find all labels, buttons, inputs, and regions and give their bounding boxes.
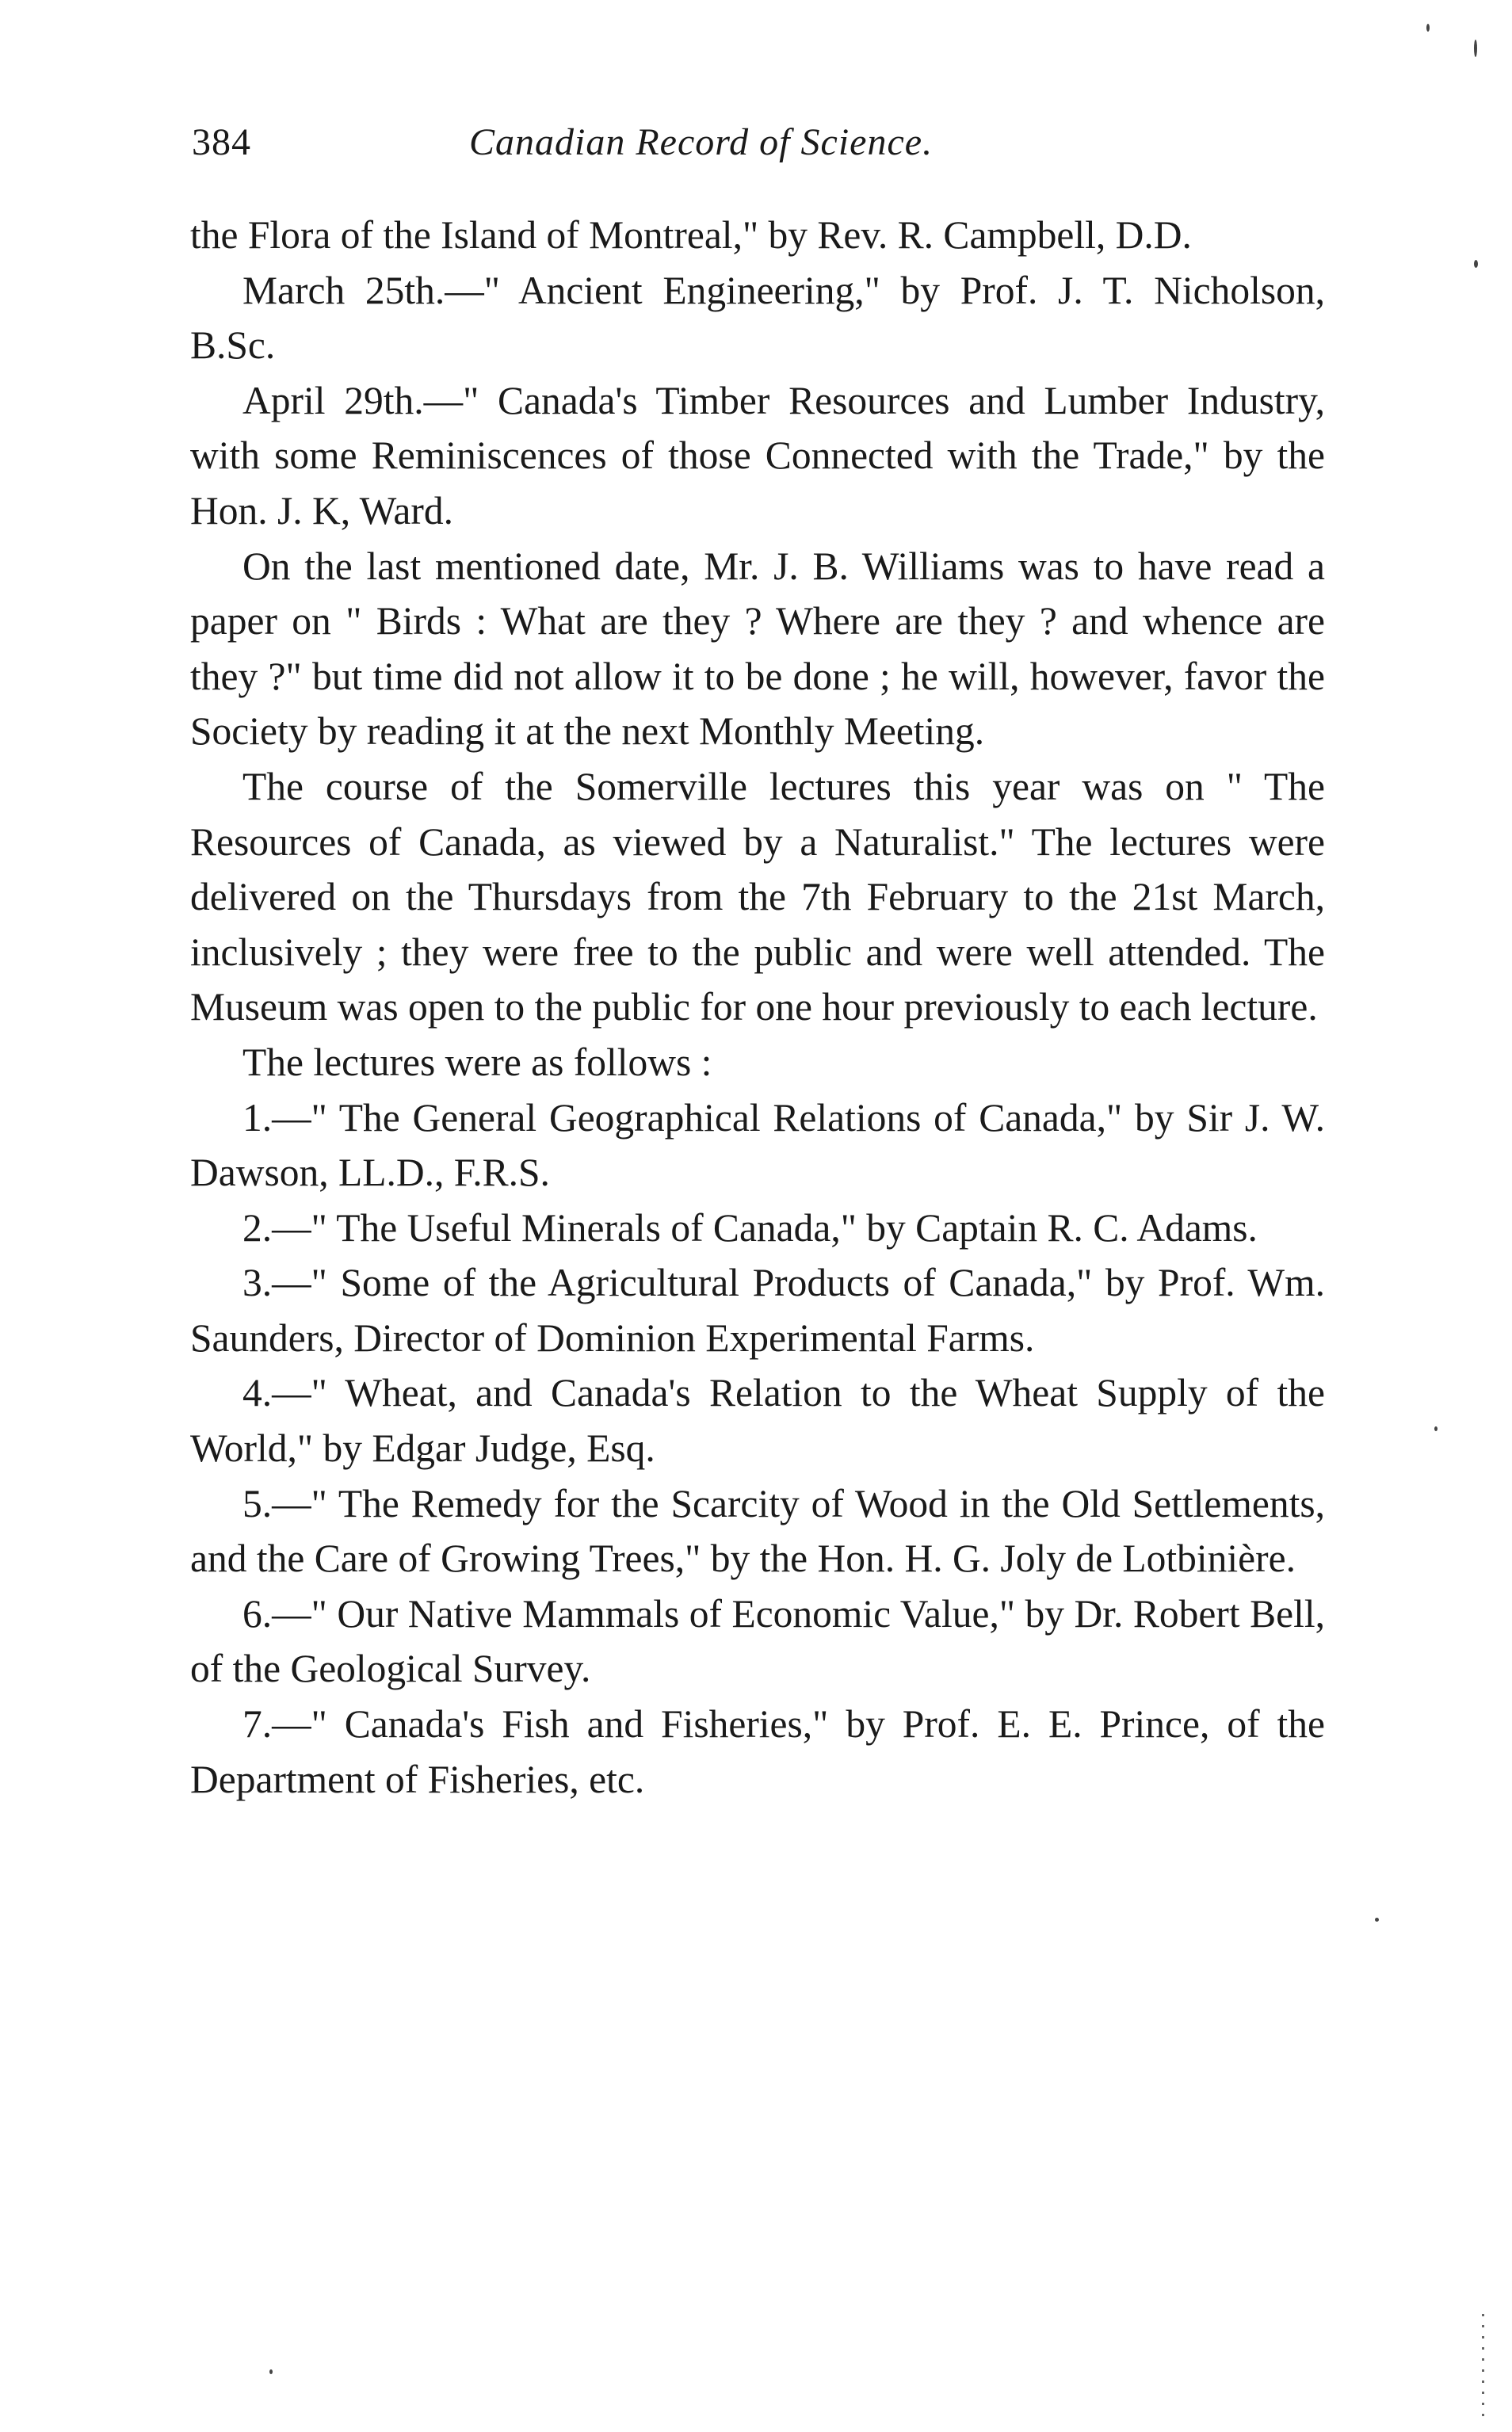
scan-speck: [1474, 40, 1477, 57]
scan-speck: [269, 2369, 273, 2374]
body-text: [190, 208, 1325, 1807]
lecture-item-1: 1.—" The General Geographical Relations of Canada," by Sir J. W. Dawson, LL.D., F.R.S.: [190, 1095, 1325, 1195]
paragraph-somerville-lectures: The course of the Somerville lectures this year was on " The Resources of Canada, as viewed by a Naturalist." The lectures were delivered on the Thursdays from the 7th February to the 21st March, inclusively ; they were free to the public and were well attended. The Museum was open to the public for one hour previously to each lecture.: [190, 764, 1325, 1029]
page-header: [192, 120, 1325, 176]
paragraph-april-lecture: April 29th.—" Canada's Timber Resources and Lumber Industry, with some Reminiscences of those Connected with the Trade," by the Hon. J. K, Ward.: [190, 378, 1325, 533]
paragraph-flora-continuation: the Flora of the Island of Montreal," by Rev. R. Campbell, D.D.: [190, 213, 1192, 257]
scan-speck: [1426, 24, 1430, 32]
lecture-item-4: 4.—" Wheat, and Canada's Relation to the Wheat Supply of the World," by Edgar Judge, Esq.: [190, 1371, 1325, 1471]
lecture-item-7: 7.—" Canada's Fish and Fisheries," by Prof. E. E. Prince, of the Department of Fisheries, etc.: [190, 1702, 1325, 1801]
running-title: Canadian Record of Science.: [469, 121, 934, 163]
scan-speck: [1482, 2314, 1484, 2417]
paragraph-williams-note: On the last mentioned date, Mr. J. B. Williams was to have read a paper on " Birds : What are they ? Where are they ? and whence are they ?" but time did not allow it to be done ; he will, however, favor the Society by reading it at the next Monthly Meeting.: [190, 544, 1325, 754]
paragraph-lectures-intro: The lectures were as follows :: [242, 1040, 712, 1084]
lecture-item-5: 5.—" The Remedy for the Scarcity of Wood in the Old Settlements, and the Care of Growing Trees," by the Hon. H. G. Joly de Lotbinière.: [190, 1481, 1325, 1581]
lecture-item-2: 2.—" The Useful Minerals of Canada," by Captain R. C. Adams.: [242, 1205, 1258, 1250]
lecture-item-3: 3.—" Some of the Agricultural Products of Canada," by Prof. Wm. Saunders, Director of Dominion Experimental Farms.: [190, 1261, 1325, 1360]
lecture-item-6: 6.—" Our Native Mammals of Economic Value," by Dr. Robert Bell, of the Geological Survey.: [190, 1591, 1325, 1691]
scan-speck: [1375, 1918, 1379, 1922]
scan-speck: [1434, 1426, 1438, 1431]
page-number: 384: [192, 121, 251, 163]
paragraph-march-lecture: March 25th.—" Ancient Engineering," by Prof. J. T. Nicholson, B.Sc.: [190, 268, 1325, 368]
scan-speck: [1474, 260, 1478, 268]
